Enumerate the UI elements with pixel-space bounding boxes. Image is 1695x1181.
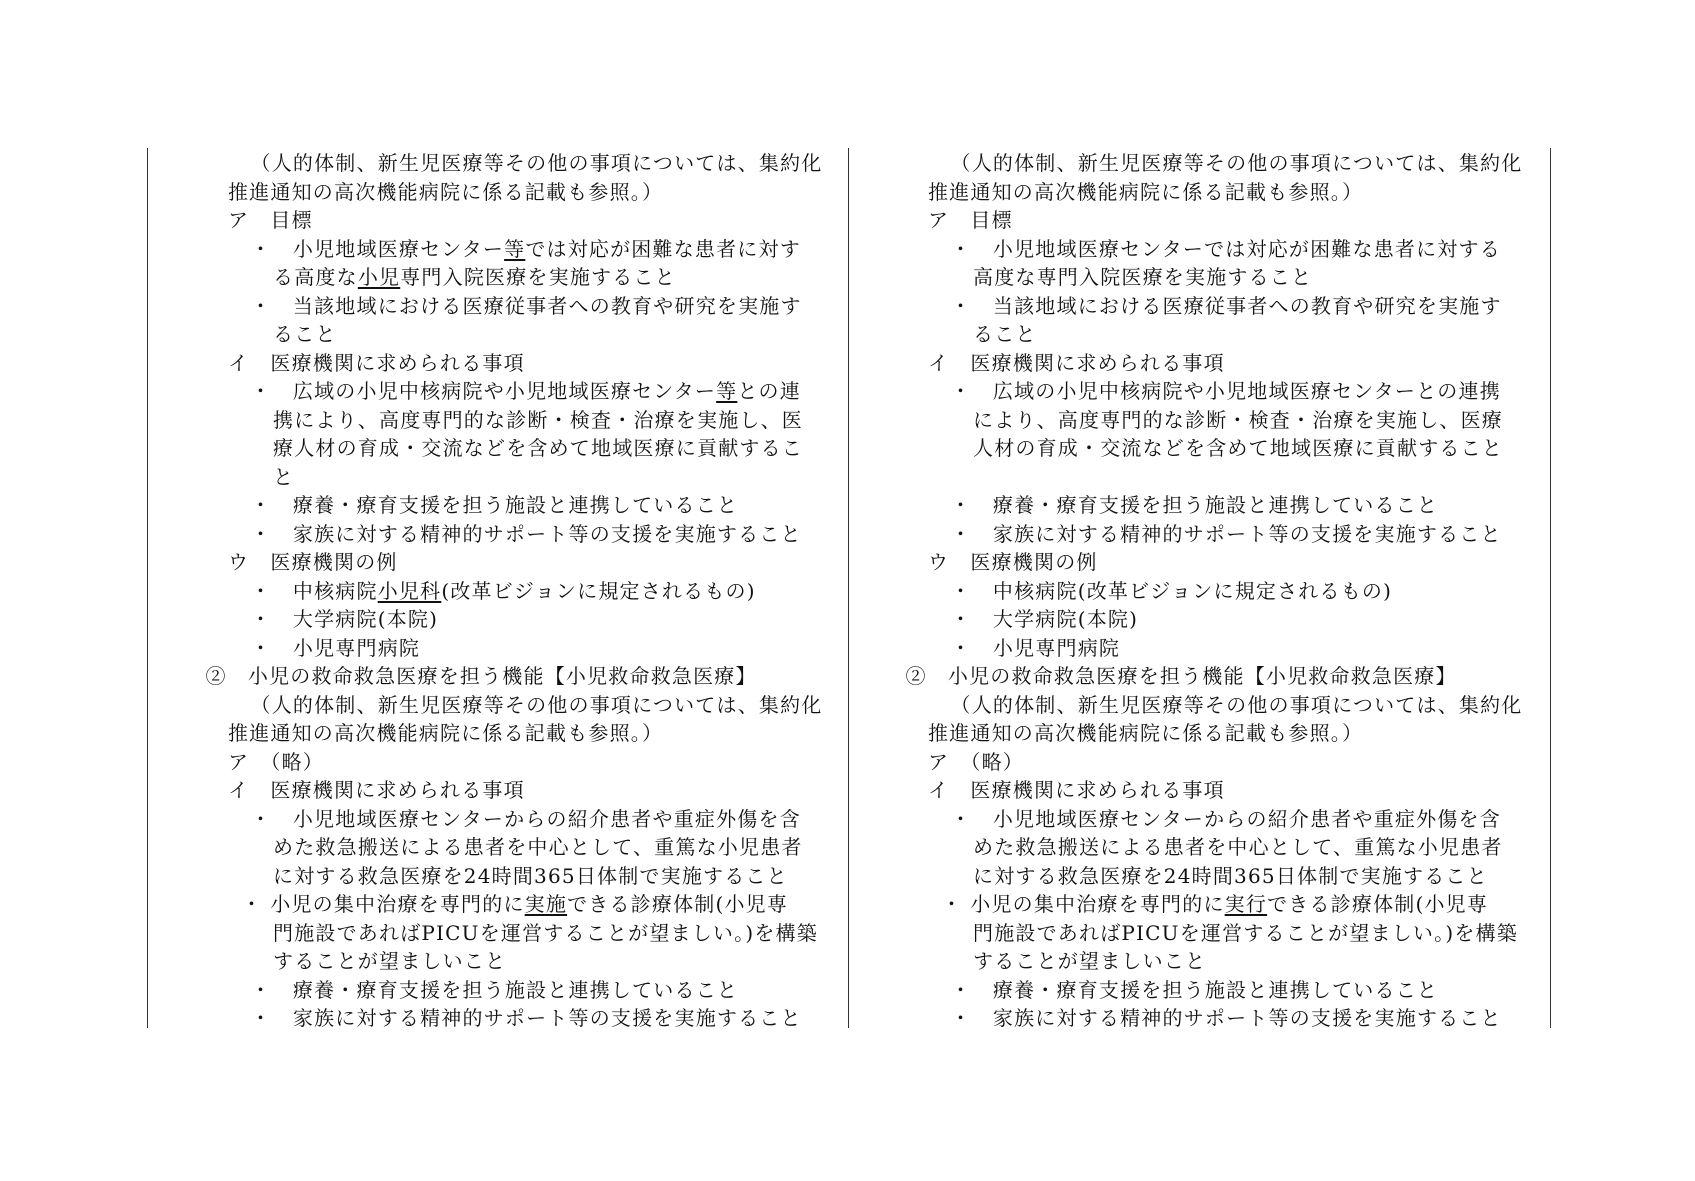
text-run: ② 小児の救命救急医療を担う機能【小児救命救急医療】	[205, 664, 757, 688]
text-line	[942, 890, 1489, 919]
text-run: 門施設であればPICUを運営することが望ましい。)を構築	[973, 920, 1518, 945]
text-run: （人的体制、新生児医療等その他の事項については、集約化	[250, 692, 823, 717]
text-run: 推進通知の高次機能病院に係る記載も参照。）	[928, 179, 1364, 204]
text-run: めた救急搬送による患者を中心として、重篤な小児患者	[973, 835, 1503, 859]
text-run: により、高度専門的な診断・検査・治療を実施し、医療	[973, 407, 1503, 432]
text-run: ・ 広域の小児中核病院や小児地域医療センターとの連携	[950, 379, 1501, 403]
text-line	[228, 748, 324, 777]
text-run: イ 医療機関に求められる事項	[928, 350, 1225, 375]
amended-text: 実行	[1224, 892, 1268, 916]
text-line	[251, 805, 801, 834]
text-run: ウ 医療機関の例	[928, 550, 1098, 574]
text-line	[951, 520, 1502, 549]
right-column-new-text	[848, 148, 1551, 1028]
text-line	[928, 349, 1225, 378]
text-line	[951, 691, 1523, 720]
text-run: できる診療体制(小児専	[567, 892, 789, 916]
text-line	[251, 577, 756, 606]
text-line	[273, 434, 803, 463]
text-line	[928, 776, 1225, 805]
text-run: 高度な専門入院医療を実施すること	[973, 265, 1313, 289]
text-run: ア 目標	[928, 208, 1013, 232]
text-line	[928, 178, 1363, 207]
text-line	[228, 349, 525, 378]
text-line	[973, 947, 1206, 976]
text-line	[251, 634, 421, 663]
text-line	[242, 890, 789, 919]
text-line	[273, 862, 788, 891]
text-run: （人的体制、新生児医療等その他の事項については、集約化	[950, 692, 1523, 717]
text-run: (改革ビジョンに規定されるもの)	[441, 578, 756, 603]
text-line	[251, 235, 801, 264]
text-line	[973, 263, 1312, 292]
text-run: ア 目標	[228, 208, 313, 232]
text-run: めた救急搬送による患者を中心として、重篤な小児患者	[273, 835, 803, 859]
text-line	[973, 833, 1503, 862]
amended-text: 実施	[524, 892, 568, 916]
text-run: ・ 当該地域における医療従事者への教育や研究を実施す	[950, 293, 1502, 318]
text-run: 門施設であればPICUを運営することが望ましい。)を構築	[273, 920, 818, 945]
text-line	[973, 320, 1037, 349]
text-run: ・ 小児の集中治療を専門的に	[241, 892, 525, 916]
text-line	[251, 520, 802, 549]
amended-text: 等	[504, 236, 526, 261]
text-line	[951, 577, 1393, 606]
text-line	[251, 491, 739, 520]
text-run: ・ 小児地域医療センター	[250, 236, 505, 261]
text-run: イ 医療機関に求められる事項	[228, 350, 525, 375]
text-run: ・ 家族に対する精神的サポート等の支援を実施すること	[250, 521, 802, 546]
text-run: ・ 小児の集中治療を専門的に	[941, 892, 1225, 916]
text-line	[951, 292, 1502, 321]
text-line	[973, 862, 1488, 891]
text-run: との連	[737, 379, 801, 403]
text-run: （人的体制、新生児医療等その他の事項については、集約化	[950, 151, 1523, 175]
text-run: できる診療体制(小児専	[1267, 892, 1489, 916]
text-run: ・ 小児地域医療センターからの紹介患者や重症外傷を含	[950, 806, 1501, 831]
text-run: ・ 広域の小児中核病院や小児地域医療センター	[250, 379, 717, 403]
text-run: ・ 家族に対する精神的サポート等の支援を実施すること	[950, 1006, 1502, 1030]
text-line	[228, 719, 663, 748]
text-run: ア （略）	[928, 749, 1024, 774]
text-line	[951, 805, 1501, 834]
text-line	[973, 434, 1503, 463]
text-run: ること	[973, 322, 1037, 346]
text-run: 療人材の育成・交流などを含めて地域医療に貢献するこ	[273, 436, 803, 460]
text-run: ・ 中核病院	[250, 578, 378, 603]
text-run: ・ 小児地域医療センターからの紹介患者や重症外傷を含	[250, 806, 801, 831]
text-line	[273, 320, 337, 349]
text-line	[273, 947, 506, 976]
text-line	[928, 719, 1363, 748]
text-line	[251, 149, 823, 178]
text-run: 推進通知の高次機能病院に係る記載も参照。）	[228, 721, 664, 745]
text-line	[273, 833, 803, 862]
text-line	[951, 976, 1439, 1005]
text-line	[928, 748, 1024, 777]
text-line	[228, 206, 313, 235]
text-run: ・ 療養・療育支援を担う施設と連携していること	[250, 493, 739, 517]
left-column-old-text	[147, 148, 849, 1028]
amended-text: 等	[716, 379, 738, 403]
text-line	[273, 263, 676, 292]
text-run: ② 小児の救命救急医療を担う機能【小児救命救急医療】	[905, 664, 1457, 688]
text-line	[273, 463, 294, 492]
text-line	[251, 1004, 802, 1033]
text-run: することが望ましいこと	[273, 949, 507, 973]
text-run: （人的体制、新生児医療等その他の事項については、集約化	[250, 151, 823, 175]
text-line	[206, 662, 757, 691]
text-run: ること	[273, 322, 337, 346]
text-run: ・ 小児専門病院	[950, 635, 1121, 660]
text-run: では対応が困難な患者に対す	[525, 236, 801, 261]
text-line	[273, 406, 803, 435]
text-line	[251, 292, 802, 321]
text-line	[951, 377, 1501, 406]
text-run: ・ 大学病院(本院)	[250, 607, 439, 631]
amended-text: 小児科	[377, 578, 442, 603]
text-run: ・ 家族に対する精神的サポート等の支援を実施すること	[950, 521, 1502, 546]
text-line	[928, 206, 1013, 235]
text-line	[228, 178, 663, 207]
text-run: 人材の育成・交流などを含めて地域医療に貢献すること	[973, 436, 1503, 460]
text-line	[273, 919, 818, 948]
text-line	[251, 605, 439, 634]
text-run: 推進通知の高次機能病院に係る記載も参照。）	[928, 721, 1364, 745]
text-run: ・ 小児専門病院	[250, 635, 421, 660]
text-run: ・ 家族に対する精神的サポート等の支援を実施すること	[250, 1006, 802, 1030]
text-line	[951, 605, 1139, 634]
text-run: 携により、高度専門的な診断・検査・治療を実施し、医	[273, 407, 803, 432]
text-line	[228, 548, 398, 577]
text-run: 専門入院医療を実施すること	[400, 265, 676, 289]
text-line	[973, 919, 1518, 948]
text-run: 推進通知の高次機能病院に係る記載も参照。）	[228, 179, 664, 204]
text-line	[251, 377, 801, 406]
text-line	[251, 691, 823, 720]
text-line	[951, 235, 1501, 264]
text-run: ・ 中核病院(改革ビジョンに規定されるもの)	[950, 578, 1393, 603]
text-run: ・ 当該地域における医療従事者への教育や研究を実施す	[250, 293, 802, 318]
text-run: と	[273, 464, 295, 489]
text-line	[973, 406, 1503, 435]
text-run: に対する救急医療を24時間365日体制で実施すること	[273, 863, 788, 888]
text-run: ・ 療養・療育支援を担う施設と連携していること	[250, 977, 739, 1002]
text-run: することが望ましいこと	[973, 949, 1207, 973]
text-run: に対する救急医療を24時間365日体制で実施すること	[973, 863, 1488, 888]
text-line	[928, 548, 1098, 577]
text-run: ウ 医療機関の例	[228, 550, 398, 574]
text-run: ・ 療養・療育支援を担う施設と連携していること	[950, 493, 1439, 517]
text-line	[951, 149, 1523, 178]
text-run: ・ 小児地域医療センターでは対応が困難な患者に対する	[950, 236, 1501, 261]
text-line	[228, 776, 525, 805]
text-run: イ 医療機関に求められる事項	[928, 778, 1225, 802]
text-line	[906, 662, 1457, 691]
amended-text: 小児	[357, 265, 401, 289]
text-run: ・ 療養・療育支援を担う施設と連携していること	[950, 977, 1439, 1002]
text-run: イ 医療機関に求められる事項	[228, 778, 525, 802]
text-run: ・ 大学病院(本院)	[950, 607, 1139, 631]
text-line	[251, 976, 739, 1005]
text-line	[951, 1004, 1502, 1033]
text-run: ア （略）	[228, 749, 324, 774]
text-line	[951, 491, 1439, 520]
text-line	[951, 634, 1121, 663]
text-run: る高度な	[273, 265, 358, 289]
